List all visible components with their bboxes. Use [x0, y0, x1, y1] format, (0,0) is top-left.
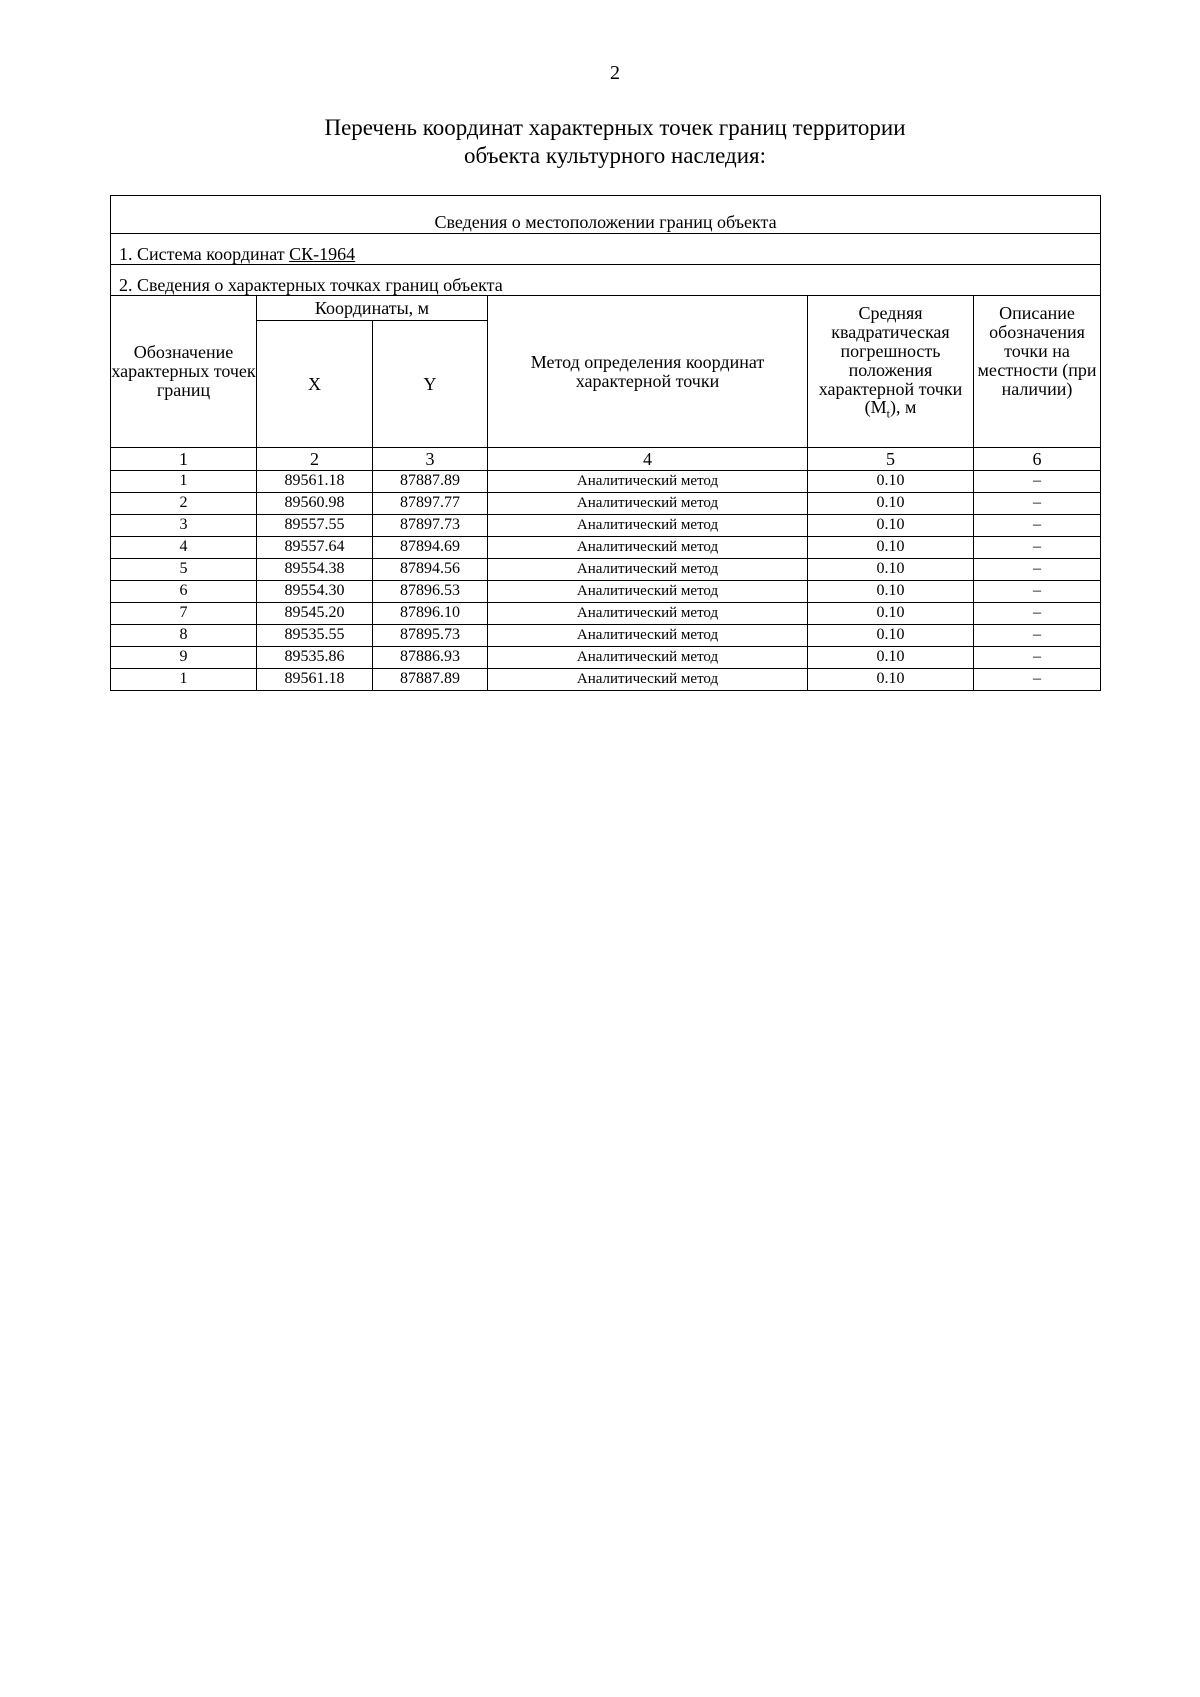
cell-coord-x: 89535.86	[257, 647, 373, 669]
cell-coord-x: 89557.64	[257, 537, 373, 559]
cell-description: –	[974, 647, 1101, 669]
header-y: Y	[373, 321, 488, 448]
cell-method: Аналитический метод	[488, 493, 808, 515]
cell-coord-x: 89560.98	[257, 493, 373, 515]
column-number: 3	[373, 448, 488, 471]
cell-point-id: 9	[111, 647, 257, 669]
column-number: 6	[974, 448, 1101, 471]
cell-coord-x: 89561.18	[257, 471, 373, 493]
table-row	[111, 537, 1101, 559]
cell-point-id: 1	[111, 471, 257, 493]
header-point: Обозначение характерных точек границ	[111, 296, 257, 448]
table-row	[111, 603, 1101, 625]
cell-point-id: 6	[111, 581, 257, 603]
table-row	[111, 581, 1101, 603]
cell-method: Аналитический метод	[488, 581, 808, 603]
cell-accuracy: 0.10	[808, 515, 974, 537]
header-method: Метод определения координат характерной точки	[488, 296, 808, 448]
table-row	[111, 493, 1101, 515]
cell-coord-x: 89561.18	[257, 669, 373, 691]
column-numbers-row	[111, 448, 1101, 471]
cell-point-id: 1	[111, 669, 257, 691]
cell-coord-x: 89557.55	[257, 515, 373, 537]
table-row	[111, 515, 1101, 537]
coord-system-prefix: 1. Система координат	[119, 244, 290, 265]
table-caption: Сведения о местоположении границ объекта	[111, 196, 1101, 234]
cell-coord-y: 87886.93	[373, 647, 488, 669]
cell-accuracy: 0.10	[808, 493, 974, 515]
cell-coord-x: 89554.30	[257, 581, 373, 603]
cell-description: –	[974, 515, 1101, 537]
cell-accuracy: 0.10	[808, 625, 974, 647]
cell-description: –	[974, 625, 1101, 647]
table-row	[111, 669, 1101, 691]
cell-coord-y: 87895.73	[373, 625, 488, 647]
cell-method: Аналитический метод	[488, 559, 808, 581]
page-number: 2	[610, 62, 620, 84]
cell-coord-y: 87896.10	[373, 603, 488, 625]
cell-accuracy: 0.10	[808, 471, 974, 493]
cell-method: Аналитический метод	[488, 537, 808, 559]
cell-coord-x: 89554.38	[257, 559, 373, 581]
header-coords: Координаты, м	[257, 296, 488, 321]
cell-accuracy: 0.10	[808, 647, 974, 669]
header-accuracy: Средняя квадратическая погрешность положения характерной точки $(M_t)$, м	[808, 296, 974, 448]
cell-method: Аналитический метод	[488, 625, 808, 647]
header-x: X	[257, 321, 373, 448]
coord-system-line	[111, 234, 1101, 265]
cell-point-id: 7	[111, 603, 257, 625]
column-number: 4	[488, 448, 808, 471]
table-row	[111, 559, 1101, 581]
cell-coord-y: 87897.77	[373, 493, 488, 515]
cell-coord-y: 87894.56	[373, 559, 488, 581]
table-row	[111, 647, 1101, 669]
cell-method: Аналитический метод	[488, 647, 808, 669]
cell-accuracy: 0.10	[808, 603, 974, 625]
column-number: 2	[257, 448, 373, 471]
cell-description: –	[974, 669, 1101, 691]
points-section-title: 2. Сведения о характерных точках границ объекта	[111, 265, 1101, 296]
cell-coord-y: 87896.53	[373, 581, 488, 603]
cell-method: Аналитический метод	[488, 471, 808, 493]
column-number: 1	[111, 448, 257, 471]
coordinates-table	[110, 195, 1101, 691]
cell-coord-y: 87887.89	[373, 669, 488, 691]
cell-coord-y: 87897.73	[373, 515, 488, 537]
cell-accuracy: 0.10	[808, 559, 974, 581]
cell-method: Аналитический метод	[488, 515, 808, 537]
cell-coord-y: 87887.89	[373, 471, 488, 493]
table-row	[111, 471, 1101, 493]
cell-point-id: 4	[111, 537, 257, 559]
cell-description: –	[974, 537, 1101, 559]
cell-method: Аналитический метод	[488, 603, 808, 625]
document-title	[0, 114, 1200, 170]
cell-accuracy: 0.10	[808, 669, 974, 691]
cell-coord-x: 89535.55	[257, 625, 373, 647]
cell-description: –	[974, 603, 1101, 625]
cell-accuracy: 0.10	[808, 581, 974, 603]
table-row	[111, 625, 1101, 647]
title-line-2: объекта культурного наследия:	[463, 143, 767, 168]
cell-point-id: 2	[111, 493, 257, 515]
coord-system-name: СК-1964	[289, 244, 356, 265]
cell-description: –	[974, 559, 1101, 581]
cell-method: Аналитический метод	[488, 669, 808, 691]
cell-description: –	[974, 493, 1101, 515]
title-line-1: Перечень координат характерных точек границ территории	[324, 115, 906, 140]
cell-point-id: 5	[111, 559, 257, 581]
cell-description: –	[974, 581, 1101, 603]
header-description: Описание обозначения точки на местности (при наличии)	[974, 296, 1101, 448]
cell-accuracy: 0.10	[808, 537, 974, 559]
column-number: 5	[808, 448, 974, 471]
cell-point-id: 8	[111, 625, 257, 647]
cell-description: –	[974, 471, 1101, 493]
cell-coord-x: 89545.20	[257, 603, 373, 625]
cell-point-id: 3	[111, 515, 257, 537]
cell-coord-y: 87894.69	[373, 537, 488, 559]
